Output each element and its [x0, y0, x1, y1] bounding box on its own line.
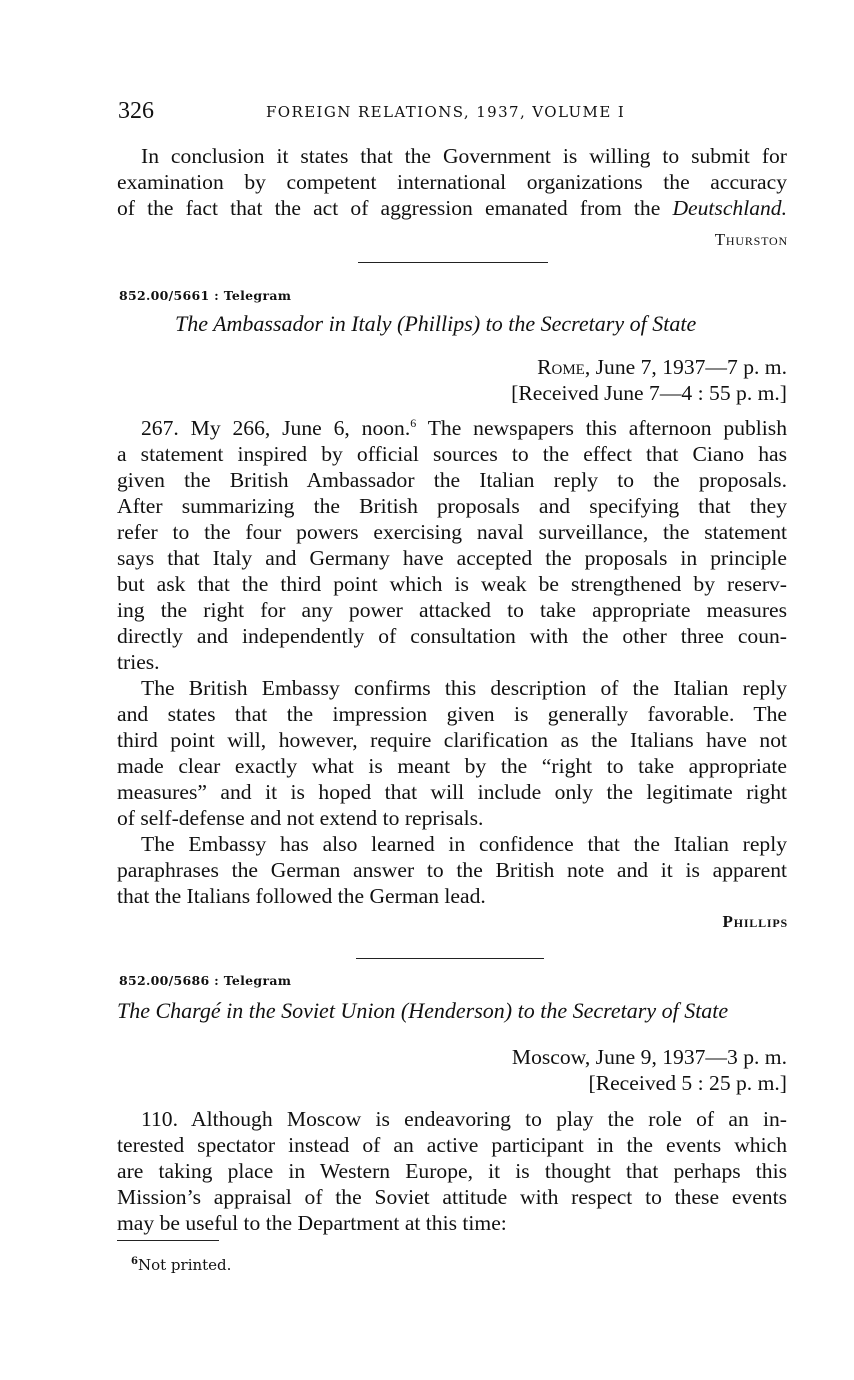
file-id: 852.00/5686 : Telegram	[119, 973, 292, 988]
text-line: and states that the impression given is generally favorable. The	[117, 702, 787, 726]
signer-name: Thurston	[714, 230, 788, 249]
text-line: are taking place in Western Europe, it is thought that perhaps this	[117, 1159, 787, 1183]
text-line: says that Italy and Germany have accepted the proposals in principle	[117, 546, 787, 570]
footnote-marker: 6	[131, 1256, 138, 1267]
text-line: a statement inspired by official sources to the effect that Ciano has	[117, 442, 787, 466]
file-id: 852.00/5661 : Telegram	[119, 288, 292, 303]
message-reference: 267. My 266, June 6, noon.	[141, 416, 411, 440]
text-line: may be useful to the Department at this time:	[117, 1211, 507, 1235]
opening-paragraph	[117, 143, 787, 221]
date-time: June 7, 1937—7 p. m.	[595, 355, 787, 379]
text-line: but ask that the third point which is weak be strengthened by reserv-	[117, 572, 787, 596]
document-title: The Ambassador in Italy (Phillips) to the Secretary of State	[175, 311, 697, 336]
place-name: Rome,	[537, 355, 591, 379]
text-line: examination by competent international organizations the accuracy	[117, 170, 787, 194]
text-line: The British Embassy confirms this description of the Italian reply	[141, 676, 787, 700]
footnote	[131, 1256, 231, 1274]
footnote-rule	[117, 1240, 219, 1241]
text-line: ing the right for any power attacked to take appropriate measures	[117, 598, 787, 622]
footnote-ref: 6	[410, 415, 417, 430]
text-line: paraphrases the German answer to the British note and it is apparent	[117, 858, 787, 882]
text-line: measures” and it is hoped that will include only the legitimate right	[117, 780, 787, 804]
dateline: Moscow, June 9, 1937—3 p. m.	[511, 1045, 787, 1069]
text-line: given the British Ambassador the Italian reply to the proposals.	[117, 468, 787, 492]
received-line: [Received June 7—4 : 55 p. m.]	[511, 381, 787, 405]
text-line: 110. Although Moscow is endeavoring to play the role of an in-	[141, 1107, 787, 1131]
text-line: that the Italians followed the German lead.	[117, 884, 486, 908]
signer-name: Phillips	[722, 912, 788, 931]
text-line: refer to the four powers exercising naval surveillance, the statement	[117, 520, 787, 544]
paragraph-110	[117, 1106, 787, 1236]
signature-thurston	[715, 230, 788, 250]
text-line: made clear exactly what is meant by the “right to take appropriate	[117, 754, 787, 778]
text-span: The newspapers this afternoon publish	[416, 416, 787, 440]
dateline	[537, 355, 787, 380]
text-line: of self-defense and not extend to reprisals.	[117, 806, 484, 830]
footnote-text: Not printed.	[137, 1256, 232, 1274]
document-title: The Chargé in the Soviet Union (Henderson) to the Secretary of State	[117, 998, 729, 1023]
text-span: of the fact that the act of aggression emanated from the	[117, 196, 673, 220]
text-line: In conclusion it states that the Government is willing to submit for	[141, 144, 787, 168]
text-line: After summarizing the British proposals and specifying that they	[117, 494, 787, 518]
text-line: Mission’s appraisal of the Soviet attitude with respect to these events	[117, 1185, 787, 1209]
text-line: terested spectator instead of an active participant in the events which	[117, 1133, 787, 1157]
section-divider	[356, 958, 544, 959]
text-line	[117, 415, 787, 441]
running-title: FOREIGN RELATIONS, 1937, VOLUME I	[266, 103, 626, 121]
paragraph-267	[117, 415, 787, 909]
signature-phillips	[723, 912, 788, 932]
received-line: [Received 5 : 25 p. m.]	[588, 1071, 787, 1095]
page-number: 326	[118, 98, 154, 124]
text-line: The Embassy has also learned in confidence that the Italian reply	[141, 832, 787, 856]
text-line: tries.	[117, 650, 160, 674]
ship-name: Deutschland.	[672, 196, 787, 220]
text-line: third point will, however, require clarification as the Italians have not	[117, 728, 787, 752]
section-divider	[358, 262, 548, 263]
text-line: directly and independently of consultation with the other three coun-	[117, 624, 787, 648]
text-line	[117, 195, 787, 221]
